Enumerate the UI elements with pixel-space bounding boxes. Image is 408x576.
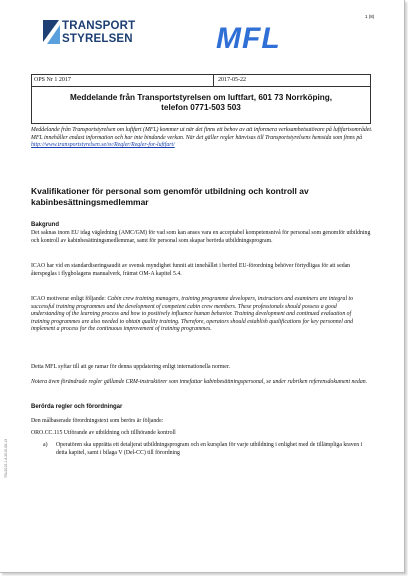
document-date: 2017-05-22 bbox=[218, 77, 246, 83]
info-box-title-line-1: Meddelande från Transportstyrelsen om luftfart, 601 73 Norrköping, bbox=[69, 93, 333, 102]
regulations-link[interactable]: http://www.transportstyrelsen.se/sv/Regler/Regler-for-luftfart/ bbox=[31, 142, 175, 149]
list-item-label: a) bbox=[43, 442, 48, 448]
logo-text bbox=[62, 20, 135, 46]
page-number: 1 (8) bbox=[365, 14, 375, 19]
list-item bbox=[43, 442, 366, 457]
info-box-title-line-2: telefon 0771-503 503 bbox=[161, 103, 241, 112]
icao-lead: ICAO motiverar enligt följande: bbox=[31, 296, 108, 302]
info-box-row bbox=[32, 75, 370, 87]
regler-paragraph-1: Den målbaserade förordningstext som berörs är följande: bbox=[31, 418, 164, 424]
main-heading: Kvalifikationer för personal som genomför utbildning och kontroll av kabinbesättningsmedlemmar bbox=[31, 186, 309, 207]
regler-paragraph-2: ORO.CC.115 Utförande av utbildning och tillhörande kontroll bbox=[31, 430, 176, 436]
bakgrund-paragraph-5: Notera även förändrade regler gällande CRM-instruktörer som innefattar kabinbesättningspersonal, se under rubriken referensdokument nedan. bbox=[31, 379, 368, 385]
mfl-title: MFL bbox=[216, 22, 281, 55]
bakgrund-paragraph-1: Det saknas inom EU idag vägledning (AMC/GM) för vad som kan anses vara en acceptabel kompetensnivå för personal som genomför utbildning och kontroll av kabinbesättningsmedlemmar, samt för personal som skapar berörda utbildningsprogram. bbox=[31, 230, 371, 244]
side-document-code: TSL2015-1 A 2015-08-13 bbox=[4, 438, 8, 478]
regler-heading: Berörda regler och förordningar bbox=[31, 404, 123, 410]
logo-line-1: TRANSPORT bbox=[62, 20, 136, 32]
intro-text: Meddelande från Transportstyrelsen om luftfart (MFL) kommer ut när det finns ett behov av att informera verksamhetsutövare på luftfartsområdet. MFL innehåller endast information och har inte bindande verkan. När det gäller regler hänvisas till Transportstyrelsens hemsida som finns på bbox=[31, 127, 373, 141]
bakgrund-paragraph-2: ICAO har vid en standardiseringsaudit av svensk myndighet funnit att innehållet i berörd EU-förordning behöver förtydligas för att sedan återspeglas i flygbolagens manualverk, främst OM-A kapitel 5.4. bbox=[31, 263, 351, 277]
bakgrund-paragraph-4: Detta MFL syftar till att ge ramar för denna uppdatering enligt internationella normer. bbox=[31, 364, 230, 370]
intro-paragraph bbox=[31, 127, 373, 150]
icao-quote: Cabin crew training managers, training programme developers, instructors and examiners are integral to successful training programmes and the development of competent cabin crew members. These professionals should possess a good understanding of the learning process and how to positively influence human behavior. Training development and continued evaluation of training programmes are also needed to obtain quality training. Therefore, operators should establish qualifications for key personnel and implement a process for the continuous improvement of training programmes. bbox=[31, 296, 354, 332]
info-box bbox=[31, 74, 371, 124]
transportstyrelsen-logo-icon bbox=[43, 20, 60, 44]
list-item-text: Operatören ska upprätta ett detaljerat utbildningsprogram och en kursplan för varje utbildning i enlighet med de tillämpliga kraven i detta kapitel, samt i bilaga V (Del-CC) till förordning bbox=[56, 442, 363, 456]
bakgrund-heading: Bakgrund bbox=[31, 222, 60, 228]
bakgrund-paragraph-3 bbox=[31, 296, 371, 334]
logo-line-2: STYRELSEN bbox=[62, 33, 133, 45]
ops-number: OPS Nr 1 2017 bbox=[32, 75, 214, 86]
info-box-title bbox=[32, 87, 370, 113]
